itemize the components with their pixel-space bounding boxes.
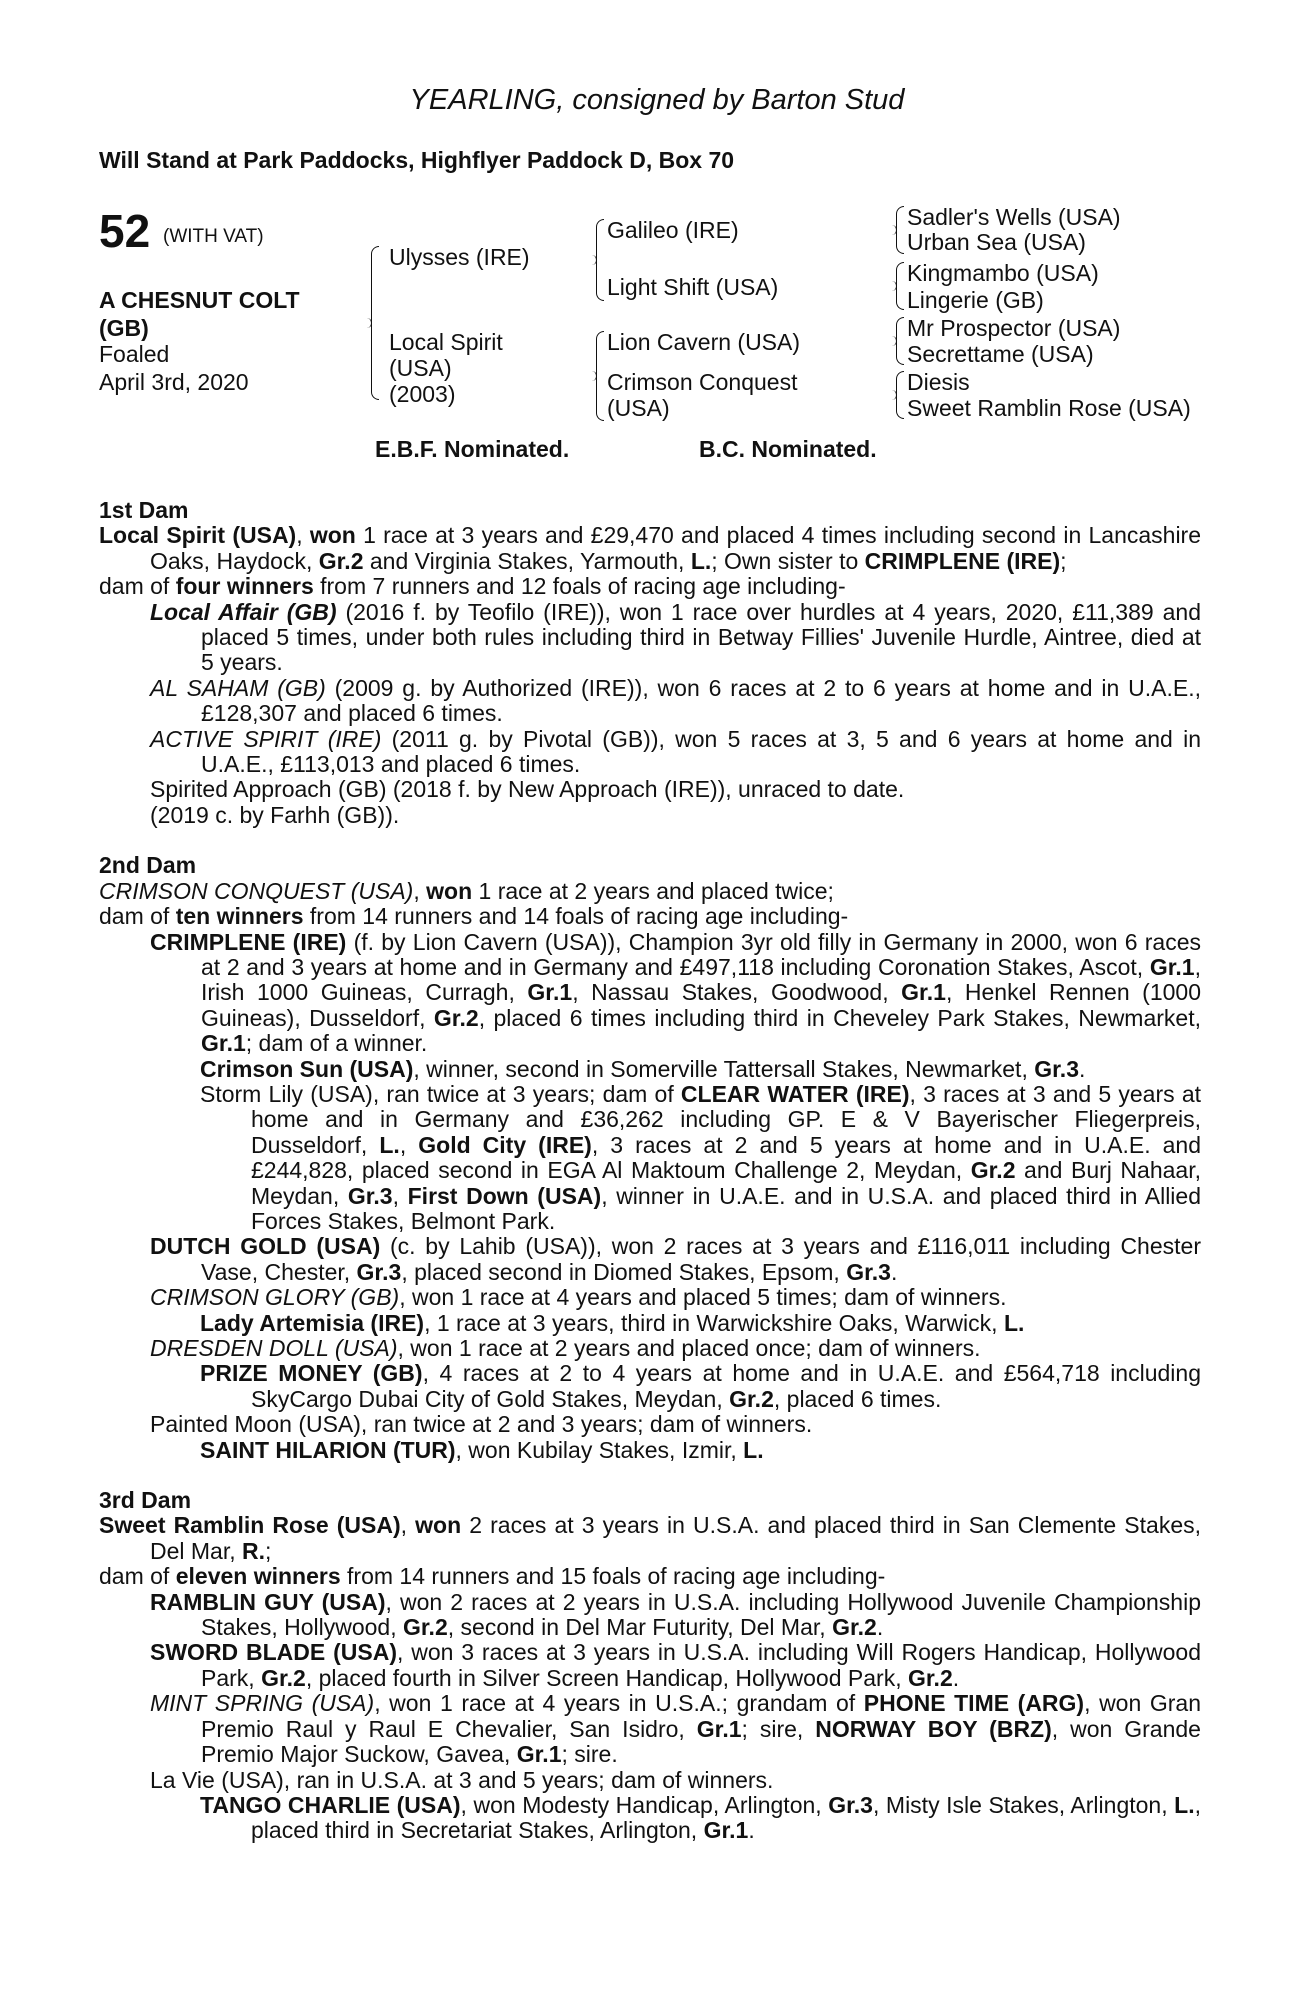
entry-text: .: [748, 1817, 755, 1844]
emphasis-text: Gr.2: [729, 1385, 774, 1412]
pedigree-gen3-7: Diesis: [907, 369, 970, 395]
produce-entry: [200, 1082, 1201, 1234]
entry-text: ACTIVE SPIRIT (IRE): [150, 725, 382, 752]
pedigree-gen3-6: Secrettame (USA): [907, 341, 1094, 367]
entry-text: and Virginia Stakes, Yarmouth,: [363, 547, 691, 574]
entry-text: ; sire,: [741, 1715, 816, 1742]
emphasis-text: RAMBLIN GUY (USA): [150, 1588, 386, 1615]
entry-text: 2 races at 3 years in U.S.A. and placed third in San Clemente Stakes, Del Mar,: [150, 1512, 1202, 1564]
pedigree-sire-dam: Light Shift (USA): [607, 274, 779, 300]
emphasis-text: Gr.2: [970, 1157, 1016, 1184]
emphasis-text: Gr.2: [402, 1614, 448, 1641]
pedigree-dam-line2: (USA): [389, 355, 452, 381]
emphasis-text: PHONE TIME (ARG): [863, 1690, 1085, 1717]
entry-text: , won Modesty Handicap, Arlington,: [460, 1791, 829, 1818]
entry-text: and Burj Nahaar, Meydan,: [251, 1157, 1201, 1209]
pedigree-dam-dam-line1: Crimson Conquest: [607, 369, 798, 395]
produce-entry: [200, 1057, 1201, 1082]
entry-text: Spirited Approach (GB) (2018 f. by New Approach (IRE)), unraced to date.: [150, 776, 905, 803]
entry-text: , Henkel Rennen (1000 Guineas), Dusseldorf,: [201, 979, 1202, 1031]
emphasis-text: Gr.2: [318, 547, 364, 574]
emphasis-text: Gr.2: [832, 1614, 877, 1641]
entry-text: AL SAHAM (GB): [150, 674, 326, 701]
entry-text: MINT SPRING (USA): [150, 1690, 375, 1717]
pedigree-sire-sire: Galileo (IRE): [607, 217, 739, 243]
entry-text: (2019 c. by Farhh (GB)).: [150, 801, 400, 828]
emphasis-text: NORWAY BOY (BRZ): [815, 1715, 1052, 1742]
emphasis-text: four winners: [175, 573, 314, 600]
emphasis-text: L.: [1003, 1309, 1025, 1336]
entry-text: Painted Moon (USA), ran twice at 2 and 3 years; dam of winners.: [150, 1411, 813, 1438]
emphasis-text: Gr.3: [347, 1182, 393, 1209]
emphasis-text: ten winners: [175, 903, 304, 930]
brace-sire-dam: [371, 246, 379, 400]
emphasis-text: L.: [743, 1436, 764, 1463]
emphasis-text: Gr.1: [201, 1030, 246, 1057]
entry-text: , won 2 races at 2 years in U.S.A. including Hollywood Juvenile Championship Stakes, Hollywood,: [201, 1588, 1202, 1641]
entry-text: (c. by Lahib (USA)), won 2 races at 3 years and £116,011 including Chester Vase, Chester,: [201, 1233, 1201, 1285]
produce-entry: [150, 1412, 1201, 1437]
entry-text: , won 1 race at 2 years and placed once; dam of winners.: [397, 1335, 981, 1361]
entry-text: 1 race at 3 years and £29,470 and placed 4 times including second in Lancashire Oaks, Haydock,: [150, 522, 1201, 574]
entry-text: , winner in U.A.E. and in U.S.A. and placed third in Allied Forces Stakes, Belmont Park.: [251, 1182, 1201, 1234]
emphasis-text: TANGO CHARLIE (USA): [200, 1791, 461, 1818]
pedigree-gen3-8: Sweet Ramblin Rose (USA): [907, 395, 1191, 421]
produce-entry: [200, 1793, 1201, 1844]
emphasis-text: eleven winners: [175, 1563, 341, 1590]
entry-text: , placed fourth in Silver Screen Handicap, Hollywood Park,: [305, 1664, 908, 1691]
produce-entry: [99, 574, 1201, 599]
section-heading: 2nd Dam: [99, 852, 197, 879]
entry-text: , won Grande Premio Major Suckow, Gavea,: [201, 1715, 1201, 1768]
entry-text: ,: [296, 522, 310, 549]
pedigree-dam-year: (2003): [389, 381, 456, 407]
entry-text: ; dam of a winner.: [245, 1030, 428, 1057]
produce-entry: [150, 777, 1201, 802]
emphasis-text: CLEAR WATER (IRE): [680, 1080, 910, 1107]
vat-note: (WITH VAT): [163, 226, 264, 247]
produce-entry: [150, 600, 1201, 676]
entry-text: , Nassau Stakes, Goodwood,: [572, 979, 902, 1006]
emphasis-text: DUTCH GOLD (USA): [150, 1233, 381, 1260]
emphasis-text: SAINT HILARION (TUR): [200, 1436, 456, 1463]
brace-dam-parents: [596, 331, 604, 421]
emphasis-text: L.: [1174, 1791, 1195, 1818]
emphasis-text: CRIMPLENE (IRE): [864, 547, 1061, 574]
emphasis-text: SWORD BLADE (USA): [150, 1639, 397, 1666]
entry-text: CRIMSON GLORY (GB): [150, 1284, 400, 1311]
produce-entry: [200, 1438, 1201, 1463]
emphasis-text: Gr.3: [846, 1258, 891, 1285]
dam-section: [99, 1488, 1201, 1844]
dam-section: [99, 498, 1201, 828]
produce-entry: [150, 1590, 1201, 1641]
stand-location: Will Stand at Park Paddocks, Highflyer Paddock D, Box 70: [99, 147, 735, 173]
emphasis-text: won: [426, 877, 473, 904]
entry-text: , Misty Isle Stakes, Arlington,: [872, 1791, 1175, 1818]
brace-gen3-2: [896, 262, 904, 310]
produce-entry: [150, 803, 1201, 828]
emphasis-text: Gr.1: [703, 1817, 749, 1844]
entry-text: ,: [392, 1182, 408, 1209]
brace-gen3-4: [896, 371, 904, 419]
emphasis-text: PRIZE MONEY (GB): [200, 1360, 423, 1387]
emphasis-text: Lady Artemisia (IRE): [200, 1309, 425, 1336]
brace-sire-parents: [596, 219, 604, 301]
produce-entry: [99, 523, 1201, 574]
emphasis-text: R.: [242, 1537, 266, 1564]
entry-text: DRESDEN DOLL (USA): [150, 1335, 398, 1361]
produce-entry: [200, 1311, 1201, 1336]
emphasis-text: Gr.1: [516, 1741, 562, 1768]
pedigree-dam-line1: Local Spirit: [389, 329, 503, 355]
entry-text: from 14 runners and 15 foals of racing age including-: [340, 1563, 886, 1590]
pedigree-gen3-2: Urban Sea (USA): [907, 229, 1086, 255]
emphasis-text: L.: [379, 1131, 400, 1158]
produce-entry: [150, 930, 1201, 1057]
entry-text: (2009 g. by Authorized (IRE)), won 6 races at 2 to 6 years at home and in U.A.E., £128,307 and placed 6 times.: [201, 674, 1201, 727]
pedigree-gen3-1: Sadler's Wells (USA): [907, 204, 1121, 230]
colt-description: A CHESNUT COLT: [99, 287, 300, 313]
colt-origin: (GB): [99, 315, 149, 341]
entry-text: from 7 runners and 12 foals of racing age including-: [313, 573, 846, 600]
entry-text: (2011 g. by Pivotal (GB)), won 5 races at 3, 5 and 6 years at home and in U.A.E., £113,013 and placed 6 times.: [201, 725, 1201, 778]
entry-text: La Vie (USA), ran in U.S.A. at 3 and 5 years; dam of winners.: [150, 1766, 774, 1793]
emphasis-text: Crimson Sun (USA): [200, 1055, 414, 1082]
emphasis-text: Gr.1: [901, 979, 946, 1006]
produce-entry: [150, 1285, 1201, 1310]
emphasis-text: Local Affair (GB): [150, 598, 337, 625]
pedigree-gen3-5: Mr Prospector (USA): [907, 315, 1121, 341]
emphasis-text: Gr.3: [356, 1258, 402, 1285]
produce-entry: [150, 1234, 1201, 1285]
entry-text: Storm Lily (USA), ran twice at 3 years; dam of: [200, 1080, 681, 1107]
emphasis-text: won: [309, 522, 356, 549]
produce-entry: [150, 1336, 1201, 1361]
emphasis-text: Gr.3: [1034, 1055, 1079, 1082]
entry-text: ;: [1060, 547, 1067, 574]
produce-entry: [99, 879, 1201, 904]
produce-entry: [150, 1691, 1201, 1767]
foaled-label: Foaled: [99, 341, 170, 367]
pedigree-dam-dam-line2: (USA): [607, 395, 670, 421]
section-heading: 3rd Dam: [99, 1487, 192, 1514]
produce-entry: [150, 1640, 1201, 1691]
emphasis-text: won: [415, 1512, 462, 1539]
emphasis-text: First Down (USA): [407, 1182, 602, 1209]
produce-entry: [99, 1513, 1201, 1564]
entry-text: , won 3 races at 3 years in U.S.A. including Will Rogers Handicap, Hollywood Park,: [201, 1639, 1201, 1691]
entry-text: , Irish 1000 Guineas, Curragh,: [201, 953, 1201, 1006]
produce-entry: [150, 1768, 1201, 1793]
entry-text: , 3 races at 2 and 5 years at home and in U.A.E. and £244,828, placed second in EGA Al Maktoum Challenge 2, Meydan,: [251, 1131, 1201, 1184]
entry-text: (2016 f. by Teofilo (IRE)), won 1 race over hurdles at 4 years, 2020, £11,389 and placed 5 times, under both rules including third in Betway Fillies' Juvenile Hurdle, Aintree, died at 5 years.: [201, 598, 1201, 676]
entry-text: , placed 6 times.: [773, 1385, 942, 1412]
entry-text: , won Kubilay Stakes, Izmir,: [455, 1436, 744, 1463]
entry-text: .: [1079, 1055, 1086, 1082]
emphasis-text: Gold City (IRE): [418, 1131, 592, 1158]
pedigree-dam-sire: Lion Cavern (USA): [607, 329, 801, 355]
entry-text: from 14 runners and 14 foals of racing age including-: [303, 903, 849, 930]
entry-text: , 1 race at 3 years, third in Warwickshire Oaks, Warwick,: [424, 1309, 1004, 1336]
section-heading: 1st Dam: [99, 497, 189, 523]
entry-text: , 4 races at 2 to 4 years at home and in U.A.E. and £564,718 including SkyCargo Dubai City of Gold Stakes, Meydan,: [251, 1360, 1201, 1412]
entry-text: , won Gran Premio Raul y Raul E Chevalier, San Isidro,: [201, 1690, 1201, 1742]
entry-text: .: [952, 1664, 960, 1691]
produce-entry: [150, 727, 1201, 778]
entry-text: ; sire.: [561, 1741, 618, 1768]
produce-entry: [200, 1361, 1201, 1412]
entry-text: CRIMSON CONQUEST (USA): [99, 877, 414, 904]
ebf-nomination: E.B.F. Nominated.: [375, 436, 570, 462]
pedigree-sire: Ulysses (IRE): [389, 244, 530, 270]
emphasis-text: Gr.1: [527, 979, 573, 1006]
entry-text: , second in Del Mar Futurity, Del Mar,: [447, 1614, 833, 1641]
lot-number: 52: [99, 205, 151, 257]
entry-text: , placed 6 times including third in Cheveley Park Stakes, Newmarket,: [478, 1004, 1201, 1031]
bc-nomination: B.C. Nominated.: [699, 436, 877, 462]
entry-text: ;: [265, 1537, 272, 1564]
entry-text: , won 1 race at 4 years and placed 5 times; dam of winners.: [399, 1284, 1007, 1311]
entry-text: (f. by Lion Cavern (USA)), Champion 3yr old filly in Germany in 2000, won 6 races at 2 and 3 years at home and in Germany and £497,118 including Coronation Stakes, Ascot,: [201, 928, 1202, 980]
entry-text: ,: [400, 1512, 416, 1539]
emphasis-text: Gr.2: [907, 1664, 953, 1691]
dam-section: [99, 853, 1201, 1463]
emphasis-text: Gr.2: [261, 1664, 306, 1691]
entry-text: , won 1 race at 4 years in U.S.A.; grandam of: [374, 1690, 864, 1717]
pedigree-gen3-4: Lingerie (GB): [907, 287, 1044, 313]
produce-entry: [99, 904, 1201, 929]
entry-text: , winner, second in Somerville Tattersall Stakes, Newmarket,: [413, 1055, 1035, 1082]
brace-gen3-1: [896, 206, 904, 254]
emphasis-text: Gr.1: [1149, 953, 1195, 980]
entry-text: 1 race at 2 years and placed twice;: [472, 877, 834, 904]
produce-entry: [150, 676, 1201, 727]
emphasis-text: Gr.1: [696, 1715, 742, 1742]
entry-text: .: [890, 1258, 898, 1285]
entry-text: dam of: [99, 573, 176, 600]
dam-pages: [99, 498, 1201, 1844]
entry-text: , 3 races at 3 and 5 years at home and in Germany and £36,262 including GP. E & V Bayerischer Fliegerpreis, Dusseldorf,: [251, 1080, 1201, 1158]
emphasis-text: Gr.2: [433, 1004, 479, 1031]
entry-text: , placed second in Diomed Stakes, Epsom,: [401, 1258, 847, 1285]
entry-text: .: [876, 1614, 884, 1641]
entry-text: ; Own sister to: [711, 547, 865, 574]
emphasis-text: Local Spirit (USA): [99, 522, 297, 549]
entry-text: dam of: [99, 903, 176, 930]
emphasis-text: Gr.3: [828, 1791, 873, 1818]
entry-text: ,: [399, 1131, 419, 1158]
entry-text: , placed third in Secretariat Stakes, Arlington,: [251, 1791, 1201, 1844]
foaled-date: April 3rd, 2020: [99, 369, 249, 395]
entry-text: dam of: [99, 1563, 176, 1590]
emphasis-text: L.: [690, 547, 712, 574]
pedigree-gen3-3: Kingmambo (USA): [907, 260, 1099, 286]
emphasis-text: CRIMPLENE (IRE): [150, 928, 347, 955]
emphasis-text: Sweet Ramblin Rose (USA): [99, 1512, 401, 1539]
brace-gen3-3: [896, 317, 904, 365]
produce-entry: [99, 1564, 1201, 1589]
page-title: YEARLING, consigned by Barton Stud: [409, 84, 905, 116]
entry-text: ,: [413, 877, 427, 904]
